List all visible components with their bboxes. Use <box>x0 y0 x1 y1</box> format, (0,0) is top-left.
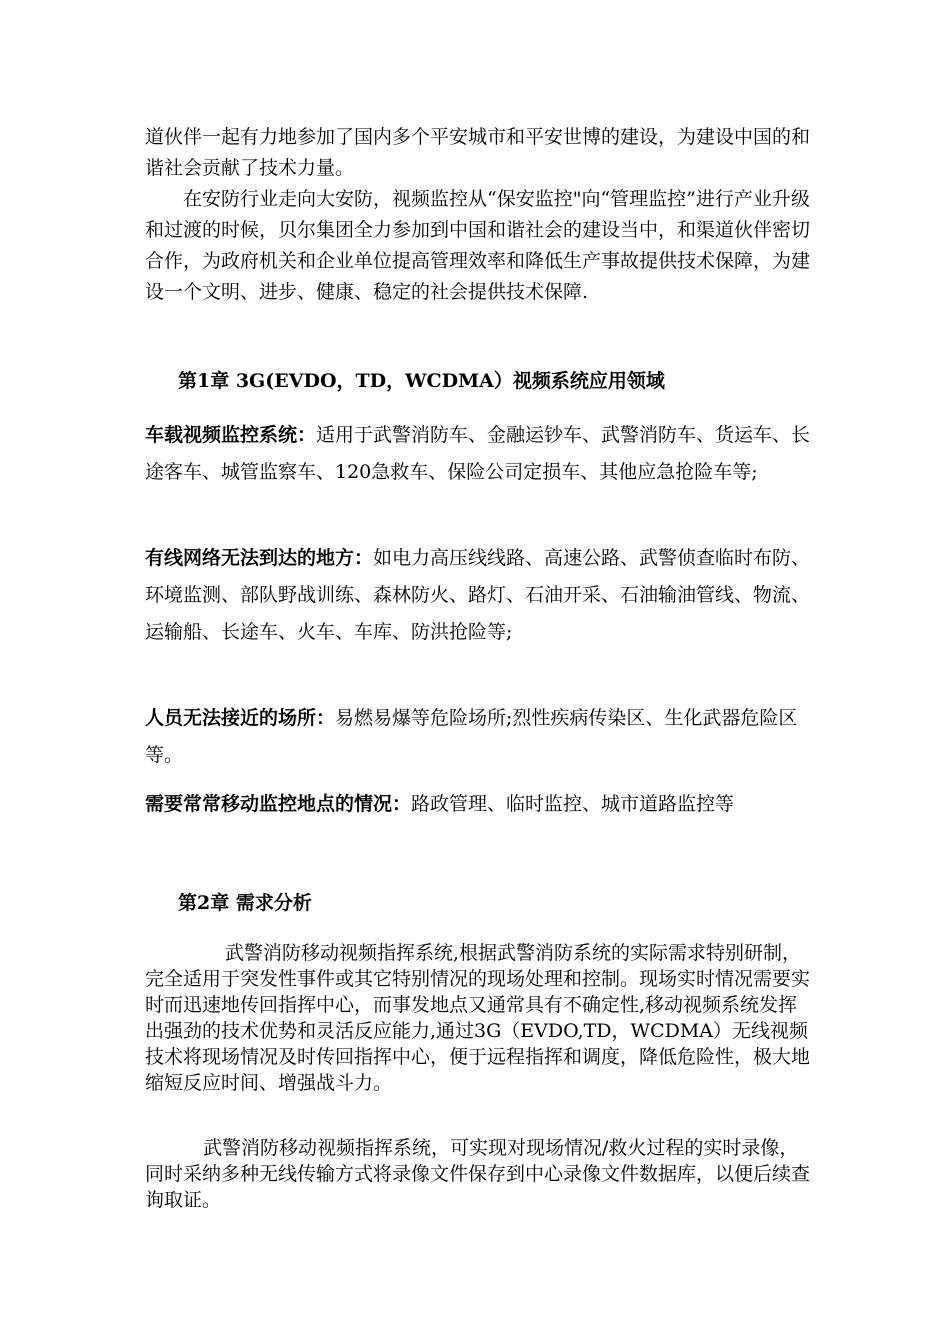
intro-paragraph-1: 道伙伴一起有力地参加了国内多个平安城市和平安世博的建设，为建设中国的和谐社会贡献了技术力量。 <box>145 126 811 179</box>
item-term: 人员无法接近的场所： <box>145 707 336 729</box>
application-item <box>145 417 825 491</box>
item-term: 有线网络无法到达的地方： <box>145 547 374 569</box>
application-item <box>145 540 825 651</box>
item-text: 易燃易爆等危险场所;烈性疾病传染区、生化武器危险区等。 <box>145 707 798 766</box>
item-text: 路政管理、临时监控、城市道路监控等 <box>411 793 735 815</box>
item-term: 车载视频监控系统： <box>145 424 317 446</box>
application-item <box>145 786 825 823</box>
application-item <box>145 700 825 774</box>
item-text: 如电力高压线线路、高速公路、武警侦查临时布防、环境监测、部队野战训练、森林防火、路灯、石油开采、石油输油管线、物流、运输船、长途车、火车、车库、防洪抢险等; <box>145 547 811 643</box>
chapter-1-heading: 第1章 3G(EVDO，TD，WCDMA）视频系统应用领域 <box>178 370 665 392</box>
requirements-paragraph-2: 武警消防移动视频指挥系统，可实现对现场情况/救火过程的实时录像，同时采纳多种无线传输方式将录像文件保存到中心录像文件数据库，以便后续查询取证。 <box>145 1137 811 1211</box>
intro-paragraph-2: 在安防行业走向大安防，视频监控从“保安监控"向“管理监控”进行产业升级和过渡的时候，贝尔集团全力参加到中国和谐社会的建设当中，和渠道伙伴密切合作，为政府机关和企业单位提高管理效率和降低生产事故提供技术保障，为建设一个文明、进步、健康、稳定的社会提供技术保障. <box>145 188 811 303</box>
item-term: 需要常常移动监控地点的情况： <box>145 793 412 815</box>
chapter-2-heading: 第2章 需求分析 <box>178 892 312 914</box>
item-text: 适用于武警消防车、金融运钞车、武警消防车、货运车、长途客车、城管监察车、120急救车、保险公司定损车、其他应急抢险车等; <box>145 424 811 483</box>
requirements-paragraph-1: 武警消防移动视频指挥系统,根据武警消防系统的实际需求特别研制，完全适用于突发性事件或其它特别情况的现场处理和控制。现场实时情况需要实时而迅速地传回指挥中心，而事发地点又通常具有不确定性,移动视频系统发挥出强劲的技术优势和灵活反应能力,通过3G（EVDO,TD，WCDMA）无线视频技术将现场情况及时传回指挥中心，便于远程指挥和调度，降低危险性，极大地缩短反应时间、增强战斗力。 <box>145 942 811 1094</box>
